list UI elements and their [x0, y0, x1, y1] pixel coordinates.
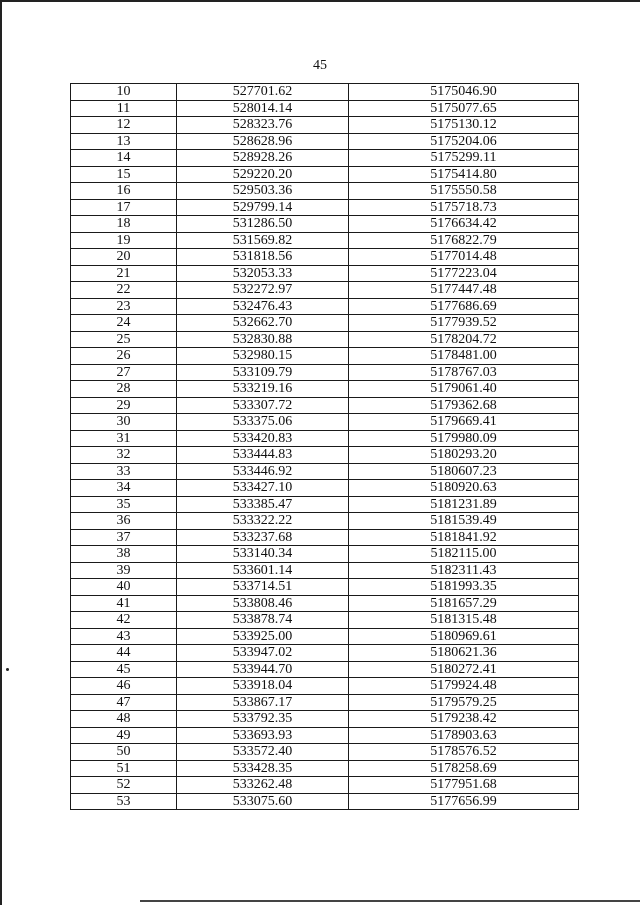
- point-number-cell: 10: [71, 84, 177, 101]
- x-coordinate-cell: 532662.70: [177, 315, 349, 332]
- table-row: [71, 282, 579, 299]
- table-row: [71, 216, 579, 233]
- table-row: [71, 298, 579, 315]
- table-row: [71, 579, 579, 596]
- y-coordinate-cell: 5180272.41: [349, 661, 579, 678]
- point-number-cell: 51: [71, 760, 177, 777]
- y-coordinate-cell: 5177223.04: [349, 265, 579, 282]
- y-coordinate-cell: 5175414.80: [349, 166, 579, 183]
- y-coordinate-cell: 5176634.42: [349, 216, 579, 233]
- y-coordinate-cell: 5177939.52: [349, 315, 579, 332]
- table-row: [71, 595, 579, 612]
- y-coordinate-cell: 5180621.36: [349, 645, 579, 662]
- y-coordinate-cell: 5178767.03: [349, 364, 579, 381]
- table-row: [71, 628, 579, 645]
- x-coordinate-cell: 533792.35: [177, 711, 349, 728]
- x-coordinate-cell: 528323.76: [177, 117, 349, 134]
- x-coordinate-cell: 532476.43: [177, 298, 349, 315]
- x-coordinate-cell: 533918.04: [177, 678, 349, 695]
- table-row: [71, 414, 579, 431]
- x-coordinate-cell: 533307.72: [177, 397, 349, 414]
- x-coordinate-cell: 529799.14: [177, 199, 349, 216]
- point-number-cell: 48: [71, 711, 177, 728]
- point-number-cell: 19: [71, 232, 177, 249]
- x-coordinate-cell: 533427.10: [177, 480, 349, 497]
- point-number-cell: 36: [71, 513, 177, 530]
- x-coordinate-cell: 533219.16: [177, 381, 349, 398]
- x-coordinate-cell: 533446.92: [177, 463, 349, 480]
- point-number-cell: 17: [71, 199, 177, 216]
- table-row: [71, 529, 579, 546]
- point-number-cell: 42: [71, 612, 177, 629]
- point-number-cell: 39: [71, 562, 177, 579]
- point-number-cell: 33: [71, 463, 177, 480]
- x-coordinate-cell: 528014.14: [177, 100, 349, 117]
- x-coordinate-cell: 533237.68: [177, 529, 349, 546]
- point-number-cell: 18: [71, 216, 177, 233]
- point-number-cell: 38: [71, 546, 177, 563]
- x-coordinate-cell: 533385.47: [177, 496, 349, 513]
- table-row: [71, 612, 579, 629]
- table-row: [71, 694, 579, 711]
- table-row: [71, 249, 579, 266]
- point-number-cell: 34: [71, 480, 177, 497]
- point-number-cell: 15: [71, 166, 177, 183]
- y-coordinate-cell: 5181315.48: [349, 612, 579, 629]
- x-coordinate-cell: 533808.46: [177, 595, 349, 612]
- point-number-cell: 16: [71, 183, 177, 200]
- table-row: [71, 166, 579, 183]
- table-row: [71, 381, 579, 398]
- y-coordinate-cell: 5180920.63: [349, 480, 579, 497]
- x-coordinate-cell: 532272.97: [177, 282, 349, 299]
- x-coordinate-cell: 531569.82: [177, 232, 349, 249]
- y-coordinate-cell: 5175299.11: [349, 150, 579, 167]
- y-coordinate-cell: 5179669.41: [349, 414, 579, 431]
- y-coordinate-cell: 5178481.00: [349, 348, 579, 365]
- y-coordinate-cell: 5175130.12: [349, 117, 579, 134]
- page-edge-bottom: [140, 900, 640, 902]
- y-coordinate-cell: 5177686.69: [349, 298, 579, 315]
- x-coordinate-cell: 532980.15: [177, 348, 349, 365]
- table-row: [71, 117, 579, 134]
- y-coordinate-cell: 5179362.68: [349, 397, 579, 414]
- table-row: [71, 348, 579, 365]
- point-number-cell: 13: [71, 133, 177, 150]
- point-number-cell: 14: [71, 150, 177, 167]
- x-coordinate-cell: 533925.00: [177, 628, 349, 645]
- x-coordinate-cell: 533420.83: [177, 430, 349, 447]
- table-row: [71, 232, 579, 249]
- table-row: [71, 661, 579, 678]
- x-coordinate-cell: 528628.96: [177, 133, 349, 150]
- y-coordinate-cell: 5181231.89: [349, 496, 579, 513]
- table-row: [71, 84, 579, 101]
- point-number-cell: 44: [71, 645, 177, 662]
- x-coordinate-cell: 533444.83: [177, 447, 349, 464]
- coordinates-table-body: [71, 84, 579, 810]
- page-edge-top: [0, 0, 640, 2]
- point-number-cell: 43: [71, 628, 177, 645]
- table-row: [71, 100, 579, 117]
- point-number-cell: 40: [71, 579, 177, 596]
- y-coordinate-cell: 5175077.65: [349, 100, 579, 117]
- point-number-cell: 37: [71, 529, 177, 546]
- table-row: [71, 546, 579, 563]
- x-coordinate-cell: 533944.70: [177, 661, 349, 678]
- table-row: [71, 331, 579, 348]
- x-coordinate-cell: 533375.06: [177, 414, 349, 431]
- table-row: [71, 397, 579, 414]
- y-coordinate-cell: 5175550.58: [349, 183, 579, 200]
- x-coordinate-cell: 533601.14: [177, 562, 349, 579]
- table-row: [71, 678, 579, 695]
- table-row: [71, 265, 579, 282]
- point-number-cell: 26: [71, 348, 177, 365]
- x-coordinate-cell: 533572.40: [177, 744, 349, 761]
- point-number-cell: 28: [71, 381, 177, 398]
- x-coordinate-cell: 532053.33: [177, 265, 349, 282]
- x-coordinate-cell: 533109.79: [177, 364, 349, 381]
- x-coordinate-cell: 533428.35: [177, 760, 349, 777]
- y-coordinate-cell: 5178903.63: [349, 727, 579, 744]
- y-coordinate-cell: 5181657.29: [349, 595, 579, 612]
- y-coordinate-cell: 5179061.40: [349, 381, 579, 398]
- point-number-cell: 50: [71, 744, 177, 761]
- point-number-cell: 24: [71, 315, 177, 332]
- table-row: [71, 315, 579, 332]
- point-number-cell: 21: [71, 265, 177, 282]
- table-row: [71, 199, 579, 216]
- table-row: [71, 150, 579, 167]
- table-row: [71, 760, 579, 777]
- y-coordinate-cell: 5180607.23: [349, 463, 579, 480]
- y-coordinate-cell: 5181539.49: [349, 513, 579, 530]
- y-coordinate-cell: 5181993.35: [349, 579, 579, 596]
- y-coordinate-cell: 5182311.43: [349, 562, 579, 579]
- y-coordinate-cell: 5181841.92: [349, 529, 579, 546]
- x-coordinate-cell: 533878.74: [177, 612, 349, 629]
- x-coordinate-cell: 527701.62: [177, 84, 349, 101]
- table-row: [71, 513, 579, 530]
- y-coordinate-cell: 5178204.72: [349, 331, 579, 348]
- x-coordinate-cell: 533693.93: [177, 727, 349, 744]
- x-coordinate-cell: 533947.02: [177, 645, 349, 662]
- y-coordinate-cell: 5180293.20: [349, 447, 579, 464]
- x-coordinate-cell: 533322.22: [177, 513, 349, 530]
- table-row: [71, 711, 579, 728]
- point-number-cell: 49: [71, 727, 177, 744]
- y-coordinate-cell: 5182115.00: [349, 546, 579, 563]
- point-number-cell: 11: [71, 100, 177, 117]
- x-coordinate-cell: 533075.60: [177, 793, 349, 810]
- table-row: [71, 645, 579, 662]
- point-number-cell: 53: [71, 793, 177, 810]
- y-coordinate-cell: 5179924.48: [349, 678, 579, 695]
- y-coordinate-cell: 5177447.48: [349, 282, 579, 299]
- y-coordinate-cell: 5179579.25: [349, 694, 579, 711]
- point-number-cell: 45: [71, 661, 177, 678]
- y-coordinate-cell: 5178576.52: [349, 744, 579, 761]
- y-coordinate-cell: 5175046.90: [349, 84, 579, 101]
- point-number-cell: 30: [71, 414, 177, 431]
- table-row: [71, 183, 579, 200]
- point-number-cell: 41: [71, 595, 177, 612]
- x-coordinate-cell: 533140.34: [177, 546, 349, 563]
- x-coordinate-cell: 531286.50: [177, 216, 349, 233]
- x-coordinate-cell: 532830.88: [177, 331, 349, 348]
- x-coordinate-cell: 529220.20: [177, 166, 349, 183]
- table-row: [71, 364, 579, 381]
- y-coordinate-cell: 5179238.42: [349, 711, 579, 728]
- x-coordinate-cell: 531818.56: [177, 249, 349, 266]
- y-coordinate-cell: 5177656.99: [349, 793, 579, 810]
- table-row: [71, 133, 579, 150]
- point-number-cell: 25: [71, 331, 177, 348]
- point-number-cell: 52: [71, 777, 177, 794]
- point-number-cell: 23: [71, 298, 177, 315]
- x-coordinate-cell: 528928.26: [177, 150, 349, 167]
- y-coordinate-cell: 5180969.61: [349, 628, 579, 645]
- point-number-cell: 27: [71, 364, 177, 381]
- y-coordinate-cell: 5178258.69: [349, 760, 579, 777]
- point-number-cell: 20: [71, 249, 177, 266]
- point-number-cell: 47: [71, 694, 177, 711]
- table-row: [71, 777, 579, 794]
- point-number-cell: 32: [71, 447, 177, 464]
- point-number-cell: 31: [71, 430, 177, 447]
- page-edge-left: [0, 0, 2, 905]
- table-row: [71, 447, 579, 464]
- point-number-cell: 22: [71, 282, 177, 299]
- point-number-cell: 35: [71, 496, 177, 513]
- y-coordinate-cell: 5175718.73: [349, 199, 579, 216]
- table-row: [71, 463, 579, 480]
- point-number-cell: 12: [71, 117, 177, 134]
- page-number: 45: [313, 58, 327, 73]
- x-coordinate-cell: 533262.48: [177, 777, 349, 794]
- table-row: [71, 430, 579, 447]
- table-row: [71, 793, 579, 810]
- table-row: [71, 562, 579, 579]
- coordinates-table: [70, 83, 579, 810]
- point-number-cell: 29: [71, 397, 177, 414]
- y-coordinate-cell: 5177014.48: [349, 249, 579, 266]
- table-row: [71, 496, 579, 513]
- scan-speck: [6, 668, 9, 671]
- y-coordinate-cell: 5175204.06: [349, 133, 579, 150]
- table-row: [71, 480, 579, 497]
- table-row: [71, 727, 579, 744]
- table-row: [71, 744, 579, 761]
- x-coordinate-cell: 533714.51: [177, 579, 349, 596]
- x-coordinate-cell: 533867.17: [177, 694, 349, 711]
- y-coordinate-cell: 5176822.79: [349, 232, 579, 249]
- point-number-cell: 46: [71, 678, 177, 695]
- y-coordinate-cell: 5177951.68: [349, 777, 579, 794]
- y-coordinate-cell: 5179980.09: [349, 430, 579, 447]
- x-coordinate-cell: 529503.36: [177, 183, 349, 200]
